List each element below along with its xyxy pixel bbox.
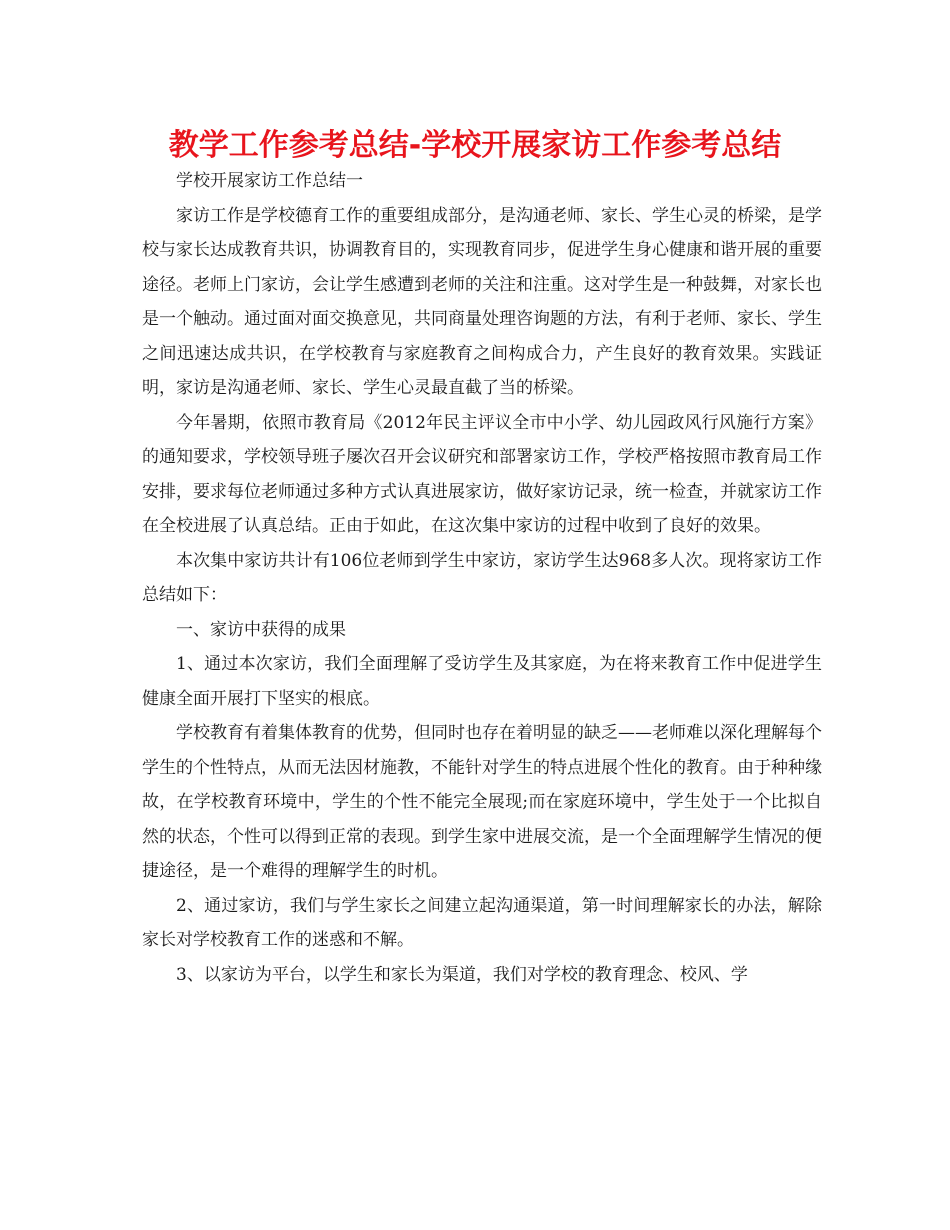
document-body: [142, 164, 822, 992]
paragraph: 1、通过本次家访，我们全面理解了受访学生及其家庭，为在将来教育工作中促进学生健康全面开展打下坚实的根底。: [142, 654, 822, 709]
paragraph: 本次集中家访共计有106位老师到学生中家访，家访学生达968多人次。现将家访工作总结如下：: [142, 550, 822, 605]
document-title: 教学工作参考总结-学校开展家访工作参考总结: [168, 128, 782, 163]
paragraph: 今年暑期，依照市教育局《2012年民主评议全市中小学、幼儿园政风行风施行方案》的通知要求，学校领导班子屡次召开会议研究和部署家访工作，学校严格按照市教育局工作安排，要求每位老师通过多种方式认真进展家访，做好家访记录，统一检查，并就家访工作在全校进展了认真总结。正由于如此，在这次集中家访的过程中收到了良好的效果。: [142, 412, 822, 536]
paragraph: 2、通过家访，我们与学生家长之间建立起沟通渠道，第一时间理解家长的办法，解除家长对学校教育工作的迷惑和不解。: [142, 895, 822, 950]
paragraph: 3、以家访为平台，以学生和家长为渠道，我们对学校的教育理念、校风、学: [176, 964, 748, 985]
paragraph: 学校教育有着集体教育的优势，但同时也存在着明显的缺乏——老师难以深化理解每个学生的个性特点，从而无法因材施教，不能针对学生的特点进展个性化的教育。由于种种缘故，在学校教育环境中，学生的个性不能完全展现;而在家庭环境中，学生处于一个比拟自然的状态，个性可以得到正常的表现。到学生家中进展交流，是一个全面理解学生情况的便捷途径，是一个难得的理解学生的时机。: [142, 723, 822, 881]
section-subtitle: 学校开展家访工作总结一: [176, 171, 363, 191]
paragraph: 家访工作是学校德育工作的重要组成部分，是沟通老师、家长、学生心灵的桥梁，是学校与家长达成教育共识，协调教育目的，实现教育同步，促进学生身心健康和谐开展的重要途径。老师上门家访，会让学生感遭到老师的关注和注重。这对学生是一种鼓舞，对家长也是一个触动。通过面对面交换意见，共同商量处理咨询题的方法，有利于老师、家长、学生之间迅速达成共识，在学校教育与家庭教育之间构成合力，产生良好的教育效果。实践证明，家访是沟通老师、家长、学生心灵最直截了当的桥梁。: [142, 205, 822, 398]
section-heading: 一、家访中获得的成果: [176, 619, 346, 640]
